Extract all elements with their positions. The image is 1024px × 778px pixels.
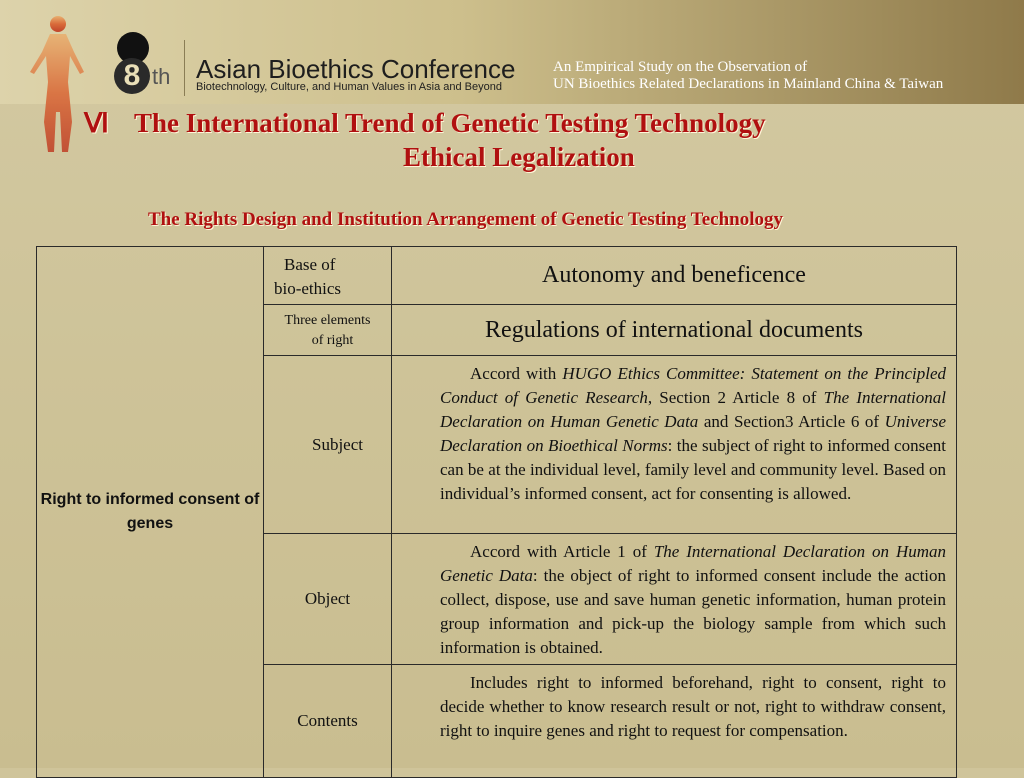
- object-label: Object: [264, 534, 392, 665]
- base-of-bioethics-value: Autonomy and beneficence: [392, 247, 957, 305]
- conference-subtitle: Biotechnology, Culture, and Human Values in Asia and Beyond: [196, 81, 502, 93]
- subheading: The Rights Design and Institution Arrangement of Genetic Testing Technology: [148, 209, 783, 230]
- contents-text: Includes right to informed beforehand, right to consent, right to decide whether to know research result or not, right to withdraw consent, right to inquire genes and right to request for compensation.: [392, 665, 957, 778]
- three-elements-label: Three elements of right: [264, 305, 392, 356]
- conference-title: Asian Bioethics Conference: [196, 54, 516, 84]
- base-of-bioethics-label: Base of bio-ethics: [264, 247, 392, 305]
- table-row: [37, 247, 957, 305]
- section-number: Ⅵ: [84, 108, 109, 138]
- study-title-line-2: UN Bioethics Related Declarations in Mainland China & Taiwan: [553, 76, 944, 92]
- logo-number: 8: [123, 59, 141, 92]
- row-header-informed-consent: Right to informed consent of genes: [37, 247, 264, 778]
- object-text: Accord with Article 1 of The International Declaration on Human Genetic Data: the object of right to informed consent include the action collect, dispose, use and save human genetic information, human protein group information and pick-up the biology sample from which such information is obtained.: [392, 534, 957, 665]
- logo-divider: [184, 40, 185, 96]
- contents-label: Contents: [264, 665, 392, 778]
- study-title-line-1: An Empirical Study on the Observation of: [553, 59, 808, 75]
- section-title-line-2: Ethical Legalization: [403, 142, 635, 172]
- section-title-line-1: The International Trend of Genetic Testing Technology: [134, 108, 766, 138]
- subject-text: Accord with HUGO Ethics Committee: Statement on the Principled Conduct of Genetic Research, Section 2 Article 8 of The International Declaration on Human Genetic Data and Section3 Article 6 of Universe Declaration on Bioethical Norms: the subject of right to informed consent can be at the individual level, family level and community level. Based on individual’s informed consent, act for consenting is allowed.: [392, 356, 957, 534]
- logo-number-badge: [114, 58, 150, 94]
- anatomical-figure-icon: [22, 12, 92, 160]
- rights-table: [36, 246, 957, 778]
- three-elements-value: Regulations of international documents: [392, 305, 957, 356]
- logo-suffix: th: [152, 64, 171, 89]
- subject-label: Subject: [264, 356, 392, 534]
